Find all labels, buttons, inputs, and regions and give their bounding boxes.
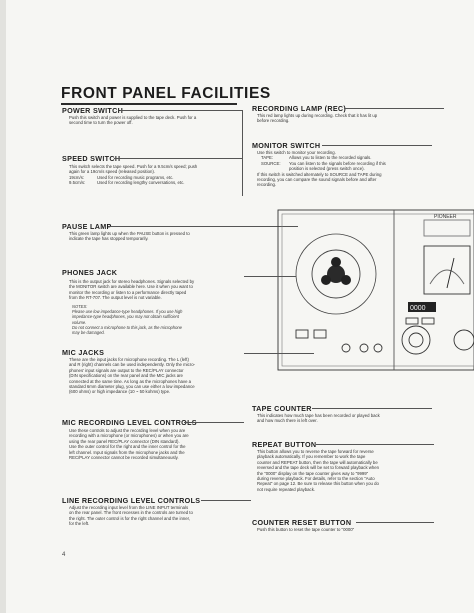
- text-line: using the rear panel REC/PLAY connector (DIN standard).: [69, 438, 180, 444]
- meter-scale: [430, 270, 464, 284]
- reel-hole: [341, 275, 351, 285]
- monitor-switch-body: [257, 150, 437, 188]
- power-switch-body: [69, 115, 239, 126]
- row-value: You can listen to the signals before recording if this: [289, 160, 386, 166]
- speed-row: [69, 180, 239, 185]
- page-number: 4: [62, 552, 66, 558]
- meter-needle: [447, 258, 454, 288]
- recording-lamp-leader: [344, 108, 444, 109]
- text-line: recording.: [257, 182, 277, 188]
- text-line: Repeat" on page 12. Be sure to release this button when you do: [257, 481, 379, 487]
- note-line: may be damaged.: [72, 330, 105, 336]
- line-level-knob[interactable]: [454, 330, 474, 350]
- text-line: the "0000" display on the tape counter gives way to "9999": [257, 470, 369, 476]
- text-line: from the RT-707. The output level is not variable.: [69, 295, 162, 301]
- text-line: connected at the same time. As long as the microphones have a: [69, 378, 192, 384]
- mic-jacks-leader: [244, 353, 314, 354]
- tape-counter-title: TAPE COUNTER: [252, 404, 312, 413]
- row-value: position is selected (press switch once).: [289, 166, 365, 172]
- repeat-button-title: REPEAT BUTTON: [252, 440, 317, 449]
- text-line: Use these controls to adjust the recording level when you are: [69, 428, 186, 433]
- deck-panel-inner: [282, 214, 474, 366]
- text-line: on the rear panel. The front recesses in the controls are turned to: [69, 510, 193, 516]
- text-line: and how much there is left over.: [257, 418, 318, 424]
- text-line: Adjust the recording input level from the LINE INPUT terminals: [69, 505, 189, 510]
- text-line: (DIN specifications) on the rear panel and the MIC jacks are: [69, 373, 183, 379]
- pause-lamp-title: PAUSE LAMP: [62, 222, 112, 231]
- text-line: again for a 19cm/s speed (released position).: [69, 169, 155, 175]
- text-line: This indicates how much tape has been recorded or played back: [257, 413, 380, 418]
- speed-switch[interactable]: [314, 330, 326, 338]
- brand-label: PIONEER: [434, 214, 457, 220]
- deck-front-panel-illustration: [236, 196, 474, 386]
- row-value: Used for recording music programs, etc.: [97, 174, 174, 180]
- row-key: SOURCE:: [261, 160, 281, 166]
- reel-hole: [321, 275, 331, 285]
- text-line: and R (right) channels can be used independently. Only the micro-: [69, 362, 196, 368]
- deck-panel-outline: [278, 210, 474, 370]
- reel-hole: [331, 257, 341, 267]
- tape-counter-body: [257, 413, 437, 424]
- text-line: These are the input jacks for microphone recording. The L (left): [69, 357, 189, 362]
- repeat-button-leader: [316, 444, 434, 445]
- text-line: second time to turn the power off.: [69, 120, 133, 126]
- text-line: before recording.: [257, 118, 290, 124]
- repeat-button[interactable]: [406, 318, 418, 324]
- text-line: Use this switch to monitor your recording.: [257, 150, 336, 155]
- text-line: Push this switch and power is supplied to the tape deck. Push for a: [69, 115, 197, 120]
- power-switch-leader: [120, 110, 243, 111]
- text-line: the right. The outer control is for the right channel and the inner,: [69, 515, 191, 521]
- text-line: This is the output jack for stereo headphones. Signals selected by: [69, 279, 195, 284]
- power-switch[interactable]: [296, 330, 308, 338]
- tape-counter-leader: [312, 408, 432, 409]
- text-line: Push this button to reset the tape counter to "0000": [257, 527, 355, 532]
- counter-digits: 0000: [410, 305, 426, 312]
- mic-level-leader: [184, 422, 244, 423]
- note-line: Please use low impedance-type headphones. If you use high: [72, 309, 183, 315]
- note-line: impedance-type headphones, you may not obtain sufficient: [72, 314, 179, 320]
- note-line: volume.: [72, 319, 87, 325]
- row-key: 9.5cm/s:: [69, 180, 86, 186]
- pause-lamp-body: [69, 231, 241, 242]
- mic-level-inner-knob[interactable]: [409, 333, 423, 347]
- text-line: Use the outer control for the right and the inner control for the: [69, 444, 186, 450]
- mic-jack-right[interactable]: [374, 344, 382, 352]
- text-line: This switch selects the tape speed. Push for a 9.5cm/s speed; push: [69, 164, 198, 169]
- row-key: 19cm/s:: [69, 174, 85, 180]
- row-value: Allows you to listen to the recorded signals.: [289, 155, 372, 161]
- text-line: This button allows you to reverse the tape forward for reverse: [257, 449, 374, 454]
- text-line: recording, you can compare the sound signals before and after: [257, 177, 377, 183]
- text-line: indicate the tape has stopped temporarily.: [69, 236, 149, 242]
- text-line: standard 6mm diameter plug, you can use either a low impedance: [69, 384, 195, 390]
- text-line: not require repeated playback.: [257, 486, 316, 492]
- monitor-switch-title: MONITOR SWITCH: [252, 141, 321, 150]
- phones-jack-body: [69, 279, 241, 301]
- page-title: FRONT PANEL FACILITIES: [61, 85, 271, 102]
- counter-reset-leader: [356, 522, 434, 523]
- text-line: This red lamp lights up during recording. Check that it has lit up: [257, 113, 378, 118]
- text-line: recording with a microphone (or microphones) or when you are: [69, 433, 189, 439]
- repeat-button-body: [257, 449, 439, 492]
- note-line: Do not connect a microphone to this jack, as the microphone: [72, 324, 182, 330]
- power-switch-title: POWER SWITCH: [62, 106, 124, 115]
- mic-jacks-body: [69, 357, 243, 395]
- line-recording-level-title: LINE RECORDING LEVEL CONTROLS: [62, 496, 201, 505]
- text-line: If this switch is switched alternately to SOURCE and TAPE during: [257, 171, 382, 177]
- text-line: phones' input signals are output to the REC/PLAY connector: [69, 367, 184, 373]
- monitor-switch-leader: [322, 145, 432, 146]
- text-line: REC/PLAY connector cannot be recorded simultaneously.: [69, 455, 179, 461]
- speed-switch-title: SPEED SWITCH: [62, 154, 121, 163]
- text-line: monitor the recording or listen to a performance directly taped: [69, 289, 187, 295]
- text-line: for the left.: [69, 521, 90, 527]
- phones-jack[interactable]: [342, 344, 350, 352]
- line-level-leader: [201, 500, 251, 501]
- phones-jack-title: PHONES JACK: [62, 268, 118, 277]
- counter-reset-title: COUNTER RESET BUTTON: [252, 518, 352, 527]
- text-line: left channel. Input signals from the microphone jacks and the: [69, 449, 185, 455]
- phones-leader: [244, 276, 296, 277]
- mic-recording-level-body: [69, 428, 243, 460]
- text-line: during reverse playback. For details, refer to the section "Auto: [257, 476, 375, 482]
- text-line: counter and REPEAT button, then the tape will automatically be: [257, 459, 378, 465]
- title-rule: [61, 103, 237, 105]
- line-recording-level-body: [69, 505, 244, 527]
- mic-jacks-title: MIC JACKS: [62, 348, 105, 357]
- text-line: the MONITOR switch are available here. Use it when you want to: [69, 284, 193, 290]
- mic-level-knob[interactable]: [402, 326, 430, 354]
- phones-jack-notes: [72, 304, 242, 335]
- row-key: [261, 166, 289, 171]
- speed-switch-leader: [114, 158, 242, 159]
- recording-lamp-body: [257, 113, 437, 124]
- mic-recording-level-title: MIC RECORDING LEVEL CONTROLS: [62, 418, 197, 427]
- mic-jack-left[interactable]: [360, 344, 368, 352]
- text-line: (600 ohms) or high impedance (10 ~ 50 kohms) type.: [69, 389, 171, 395]
- row-value: Used for recording lengthy conversations, etc.: [97, 180, 185, 186]
- text-line: playback automatically. If you remember to work the tape: [257, 454, 366, 460]
- text-line: reversed and the tape deck will be set to forward playback when: [257, 465, 380, 471]
- notes-label: NOTES:: [72, 304, 88, 309]
- speed-leader-vert: [242, 158, 243, 196]
- recording-lamp-title: RECORDING LAMP (REC): [252, 104, 347, 113]
- counter-reset-button[interactable]: [422, 318, 434, 324]
- page-edge: [0, 0, 6, 613]
- lamp-strip: [424, 220, 470, 236]
- row-key: TAPE:: [261, 155, 274, 161]
- speed-switch-body: [69, 164, 239, 186]
- text-line: This green lamp lights up when the PAUSE button is pressed to: [69, 231, 190, 236]
- counter-reset-body: [257, 527, 439, 532]
